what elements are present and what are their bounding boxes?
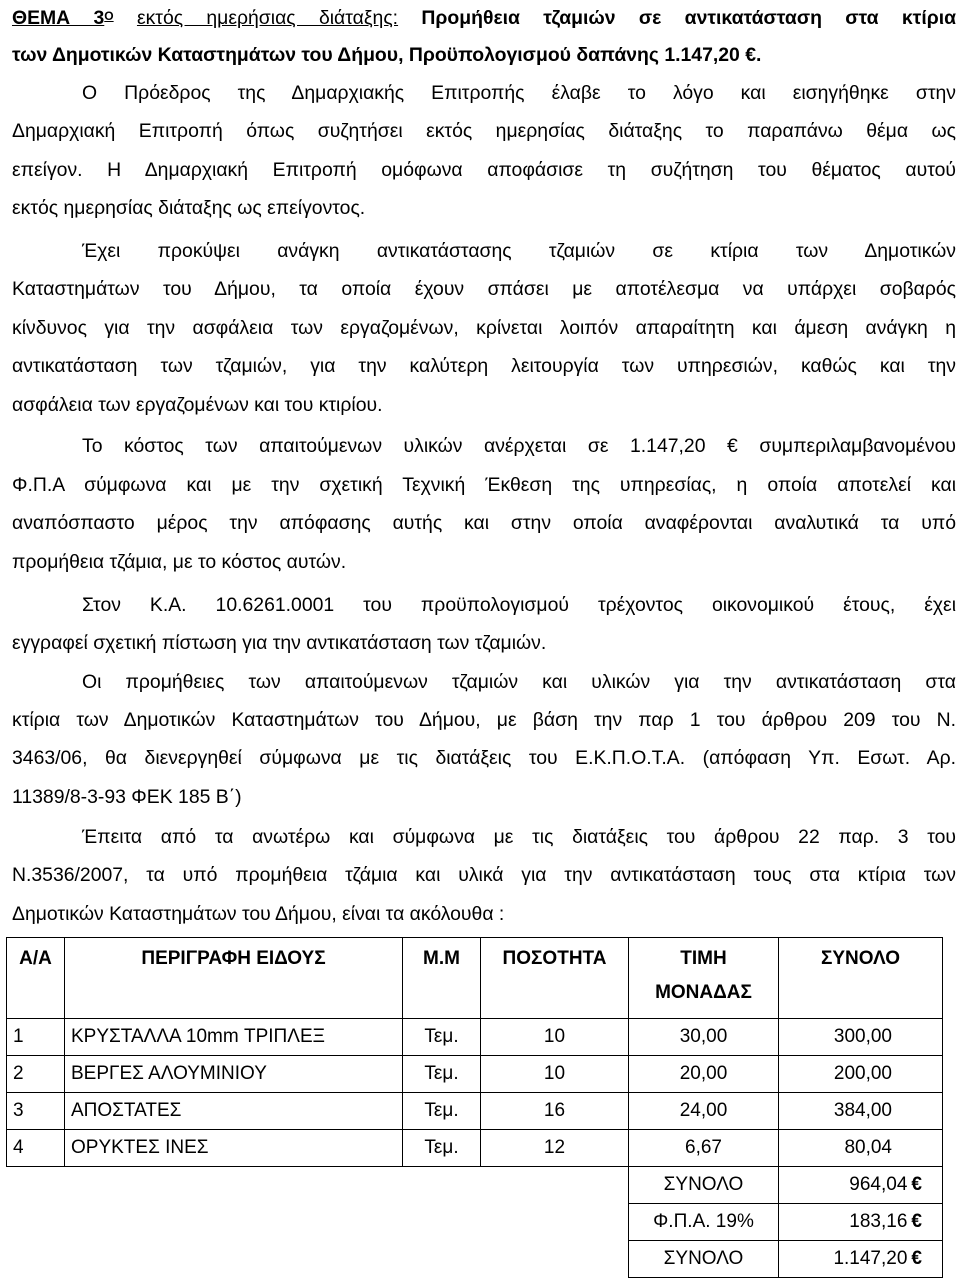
header-unit-price-line-1: ΤΙΜΗ: [680, 948, 727, 969]
table-row: [7, 1019, 943, 1056]
cell-aa: 3: [7, 1093, 65, 1130]
cell-quantity: 12: [481, 1130, 629, 1167]
paragraph-2-line: κίνδυνος για την ασφάλεια των εργαζομένων, κρίνεται λοιπόν απαραίτητη και άμεση ανάγκη η: [12, 317, 956, 339]
cell-aa: 4: [7, 1130, 65, 1167]
cell-description: ΑΠΟΣΤΑΤΕΣ: [65, 1093, 403, 1130]
paragraph-4-line: εγγραφεί σχετική πίστωση για την αντικατάσταση των τζαμιών.: [12, 632, 547, 654]
subtotal-spacer: [7, 1167, 629, 1204]
header-total: ΣΥΝΟΛΟ: [779, 938, 943, 1019]
vat-row: [7, 1204, 943, 1241]
euro-sign: €: [911, 1174, 922, 1195]
topic-number-ordinal: Ο: [104, 9, 114, 23]
paragraph-2-line: ασφάλεια των εργαζομένων και του κτιρίου.: [12, 394, 383, 416]
cell-description: ΟΡΥΚΤΕΣ ΙΝΕΣ: [65, 1130, 403, 1167]
paragraph-2-line: Έχει προκύψει ανάγκη αντικατάστασης τζαμιών σε κτίρια των Δημοτικών: [82, 240, 956, 262]
cell-quantity: 10: [481, 1019, 629, 1056]
header-quantity: ΠΟΣΟΤΗΤΑ: [481, 938, 629, 1019]
grand-total-label: ΣΥΝΟΛΟ: [629, 1241, 779, 1278]
paragraph-5-line: 3463/06, θα διενεργηθεί σύμφωνα με τις διατάξεις του Ε.Κ.Π.Ο.Τ.Α. (απόφαση Υπ. Εσωτ. Αρ.: [12, 747, 956, 769]
table-row: [7, 1093, 943, 1130]
cell-total: 300,00: [779, 1019, 943, 1056]
cell-total: 384,00: [779, 1093, 943, 1130]
subtotal-value: 964,04: [849, 1174, 908, 1195]
cell-unit: Τεμ.: [403, 1130, 481, 1167]
header-unit-price-line-2: ΜΟΝΑΔΑΣ: [655, 982, 752, 1003]
cell-unit-price: 6,67: [629, 1130, 779, 1167]
cell-total: 200,00: [779, 1056, 943, 1093]
cell-unit-price: 20,00: [629, 1056, 779, 1093]
paragraph-5-line: Οι προμήθειες των απαιτούμενων τζαμιών και υλικών για την αντικατάσταση στα: [82, 671, 956, 693]
heading-line-1: [12, 3, 956, 35]
euro-sign: €: [911, 1248, 922, 1269]
paragraph-1-line: εκτός ημερησίας διάταξης ως επείγοντος.: [12, 197, 366, 219]
cell-total: 80,04: [779, 1130, 943, 1167]
paragraph-2-line: Καταστημάτων του Δήμου, τα οποία έχουν σπάσει με αποτέλεσμα να υπάρχει σοβαρός: [12, 278, 956, 300]
vat-value: 183,16: [849, 1211, 908, 1232]
paragraph-3-line: αναπόσπαστο μέρος την απόφασης αυτής και στην οποία αναφέρονται αναλυτικά τα υπό: [12, 512, 956, 534]
table-row: [7, 1130, 943, 1167]
header-unit: Μ.Μ: [403, 938, 481, 1019]
paragraph-4-line: Στον Κ.Α. 10.6261.0001 του προϋπολογισμού τρέχοντος οικονομικού έτους, έχει: [82, 594, 956, 616]
paragraph-5-line: 11389/8-3-93 ΦΕΚ 185 Β΄): [12, 786, 242, 808]
cell-unit-price: 30,00: [629, 1019, 779, 1056]
paragraph-6-line: Έπειτα από τα ανωτέρω και σύμφωνα με τις διατάξεις του άρθρου 22 παρ. 3 του: [82, 826, 956, 848]
paragraph-3-line: προμήθεια τζάμια, με το κόστος αυτών.: [12, 551, 347, 573]
subtotal-label: ΣΥΝΟΛΟ: [629, 1167, 779, 1204]
cell-quantity: 10: [481, 1056, 629, 1093]
paragraph-3-line: Φ.Π.Α σύμφωνα και με την σχετική Τεχνική Έκθεση της υπηρεσίας, η οποία αποτελεί και: [12, 474, 956, 496]
vat-spacer: [7, 1204, 629, 1241]
grand-total-value-cell: [779, 1241, 943, 1278]
subtotal-value-cell: [779, 1167, 943, 1204]
cell-description: ΚΡΥΣΤΑΛΛΑ 10mm ΤΡΙΠΛΕΞ: [65, 1019, 403, 1056]
paragraph-3-line: Το κόστος των απαιτούμενων υλικών ανέρχεται σε 1.147,20 € συμπεριλαμβανομένου: [82, 435, 956, 457]
vat-value-cell: [779, 1204, 943, 1241]
cell-aa: 2: [7, 1056, 65, 1093]
cell-unit: Τεμ.: [403, 1093, 481, 1130]
paragraph-1-line: Ο Πρόεδρος της Δημαρχιακής Επιτροπής έλαβε το λόγο και εισηγήθηκε στην: [82, 82, 956, 104]
vat-label: Φ.Π.Α. 19%: [629, 1204, 779, 1241]
topic-number: ΘΕΜΑ 3: [12, 7, 105, 29]
header-description: ΠΕΡΙΓΡΑΦΗ ΕΙΔΟΥΣ: [65, 938, 403, 1019]
euro-sign: €: [911, 1211, 922, 1232]
table-header-row: [7, 938, 943, 1019]
cell-unit: Τεμ.: [403, 1019, 481, 1056]
cell-unit-price: 24,00: [629, 1093, 779, 1130]
subject-line-1: Προμήθεια τζαμιών σε αντικατάσταση στα κτίρια: [421, 7, 957, 29]
paragraph-2-line: αντικατάσταση των τζαμιών, για την καλύτερη λειτουργία των υπηρεσιών, καθώς και την: [12, 355, 956, 377]
paragraph-6-line: Ν.3536/2007, τα υπό προμήθεια τζάμια και υλικά για την αντικατάσταση τους στα κτίρια των: [12, 864, 956, 886]
paragraph-6-line: Δημοτικών Καταστημάτων του Δήμου, είναι τα ακόλουθα :: [12, 903, 505, 925]
grand-total-spacer: [7, 1241, 629, 1278]
table-row: [7, 1056, 943, 1093]
cell-unit: Τεμ.: [403, 1056, 481, 1093]
subject-line-2: των Δημοτικών Καταστημάτων του Δήμου, Προϋπολογισμού δαπάνης 1.147,20 €.: [12, 44, 762, 66]
cell-description: ΒΕΡΓΕΣ ΑΛΟΥΜΙΝΙΟΥ: [65, 1056, 403, 1093]
paragraph-1-line: επείγον. Η Δημαρχιακή Επιτροπή ομόφωνα αποφάσισε τη συζήτηση του θέματος αυτού: [12, 159, 956, 181]
grand-total-row: [7, 1241, 943, 1278]
cell-aa: 1: [7, 1019, 65, 1056]
header-unit-price: [629, 938, 779, 1019]
cell-quantity: 16: [481, 1093, 629, 1130]
items-table: [6, 937, 943, 1278]
paragraph-5-line: κτίρια των Δημοτικών Καταστημάτων του Δήμου, με βάση την παρ 1 του άρθρου 209 του Ν.: [12, 709, 956, 731]
subtotal-row: [7, 1167, 943, 1204]
grand-total-value: 1.147,20: [833, 1248, 908, 1269]
header-aa: Α/Α: [7, 938, 65, 1019]
paragraph-1-line: Δημαρχιακή Επιτροπή όπως συζητήσει εκτός ημερησίας διάταξης το παραπάνω θέμα ως: [12, 120, 956, 142]
agenda-note: εκτός ημερήσιας διάταξης:: [136, 7, 399, 29]
